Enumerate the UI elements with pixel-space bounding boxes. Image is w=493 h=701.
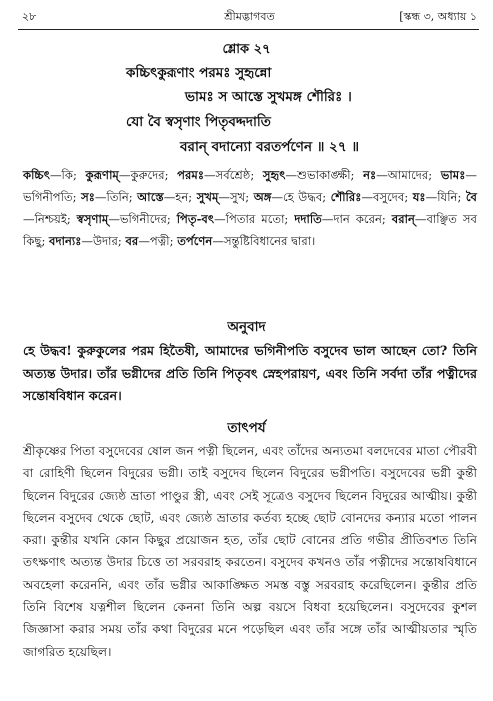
purport-heading: তাৎপর্য (227, 420, 266, 436)
synonym-meaning: —শুভাকাঙ্ক্ষী; (285, 168, 364, 182)
verse-line-4: বরান্ বদান্যো বরতর্পণেন ॥ ২৭ ॥ (180, 139, 359, 155)
synonym-word: স্বসৃণাম্ (76, 212, 109, 226)
word-for-word-synonyms (23, 164, 477, 252)
translation-text: হে উদ্ধব! কুরুকুলের পরম হিতৈষী, আমাদের ভগিনীপতি বসুদেব ভাল আছেন তো? তিনি অত্যন্ত উদার। তাঁর ভগ্নীদের প্রতি তিনি পিতৃবৎ স্নেহপরায়ণ, এবং তিনি সর্বদা তাঁর পত্নীদের সন্তোষবিধান করেন। (23, 343, 477, 403)
synonym-word: সুখম্ (196, 190, 219, 204)
verse-line-2: ভামঃ স আস্তে সুখমঙ্গ শৌরিঃ । (185, 89, 352, 105)
verse-line-1: কচ্চিৎকুরূণাং পরমঃ সুহৃন্নো (126, 65, 272, 81)
synonym-meaning: —হে উদ্ধব; (271, 190, 331, 204)
synonym-meaning: —ভগিনীদের; (108, 212, 177, 226)
translation-heading: অনুবাদ (227, 319, 266, 335)
synonym-word: তর্পণেন (177, 234, 213, 248)
synonym-word: বর (125, 234, 139, 248)
verse-line-3: যো বৈ স্বসৃণাং পিতৃবদ্দদাতি (126, 114, 271, 130)
synonym-meaning: —কুরুদের; (118, 168, 178, 182)
synonym-word: বরান্ (391, 212, 415, 226)
synonym-word: অঙ্গ (253, 190, 272, 204)
page-number: ২৮ (22, 10, 37, 23)
synonym-meaning: —সন্তুষ্টিবিধানের দ্বারা। (212, 234, 316, 248)
synonym-word: পিতৃ-বৎ (176, 212, 215, 226)
synonym-meaning: —নিশ্চয়ই; (23, 212, 77, 226)
synonym-word: সঃ (81, 190, 95, 204)
purport-text: শ্রীকৃষ্ণের পিতা বসুদেবের ষোল জন পত্নী ছিলেন, এবং তাঁদের অন্যতমা বলদেবের মাতা পৌরবী বা রোহিণী ছিলেন বিদুরের ভগ্নী। তাই বসুদেব ছিলেন বিদুরের ভগ্নীপতি। বসুদেবের ভগ্নী কুন্তী ছিলেন বিদুরের জ্যেষ্ঠ ভ্রাতা পাণ্ডুর স্ত্রী, এবং সেই সূত্রেও বসুদেব ছিলেন বিদুরের আত্মীয়। কুন্তী ছিলেন বসুদেব থেকে ছোট, এবং জ্যেষ্ঠ ভ্রাতার কর্তব্য হচ্ছে ছোট বোনদের কন্যার মতো পালন করা। কুন্তীর যখনি কোন কিছুর প্রয়োজন হত, তাঁর ছোট বোনের প্রতি গভীর প্রীতিবশত তিনি তৎক্ষণাৎ অত্যন্ত উদার চিত্তে তা সরবরাহ করতেন। বসুদেব কখনও তাঁর পত্নীদের সন্তোষবিধানে অবহেলা করেননি, এবং তাঁর ভগ্নীর আকাঙ্ক্ষিত সমস্ত বস্তু সরবরাহ করেছিলেন। কুন্তীর প্রতি তিনি বিশেষ যত্নশীল ছিলেন কেননা তিনি অল্প বয়সে বিধবা হয়েছিলেন। বসুদেবের কুশল জিজ্ঞাসা করার সময় তাঁর কথা বিদুরের মনে পড়েছিল এবং তাঁর সঙ্গে তাঁর আত্মীয়তার স্মৃতি জাগরিত হয়েছিল। (23, 444, 477, 659)
synonym-word: ভামঃ (440, 168, 466, 182)
synonym-meaning: —আমাদের; (376, 168, 441, 182)
synonym-meaning: —ভগিনীপতি; (23, 168, 477, 204)
synonym-word: পরমঃ (177, 168, 205, 182)
synonym-meaning: —বাঞ্ছিত সব কিছু; (23, 212, 478, 248)
synonym-word: শৌরিঃ (330, 190, 362, 204)
synonym-word: নঃ (363, 168, 377, 182)
synonym-meaning: —পিতার মতো; (214, 212, 295, 226)
synonym-meaning: —সর্বশ্রেষ্ঠ; (204, 168, 263, 182)
verse-title: শ্লোক ২৭ (222, 42, 271, 57)
synonym-word: কচ্চিৎ (23, 168, 50, 182)
synonym-word: কুরূণাম্ (85, 168, 119, 182)
synonym-word: যঃ (412, 190, 426, 204)
synonym-meaning: —সুখ; (218, 190, 254, 204)
synonym-meaning: —তিনি; (94, 190, 138, 204)
synonym-meaning: —বসুদেব; (361, 190, 413, 204)
synonym-meaning: —পত্নী; (138, 234, 178, 248)
synonym-word: সুহৃৎ (262, 168, 286, 182)
section-reference: [স্কন্ধ ৩, অধ্যায় ১ (399, 10, 477, 23)
synonym-word: আস্তে (137, 190, 164, 204)
synonym-word: বৈ (465, 190, 477, 204)
synonym-meaning: —যিনি; (425, 190, 466, 204)
book-title: শ্রীমদ্ভাগবত (224, 10, 275, 23)
header-divider (18, 29, 479, 30)
synonym-meaning: —হন; (163, 190, 197, 204)
synonym-meaning: —উদার; (81, 234, 126, 248)
page-header (22, 8, 477, 26)
synonym-meaning: —কি; (49, 168, 86, 182)
synonym-meaning: —দান করেন; (321, 212, 392, 226)
synonym-word: দদাতি (294, 212, 322, 226)
synonym-word: বদান্যঃ (49, 234, 82, 248)
